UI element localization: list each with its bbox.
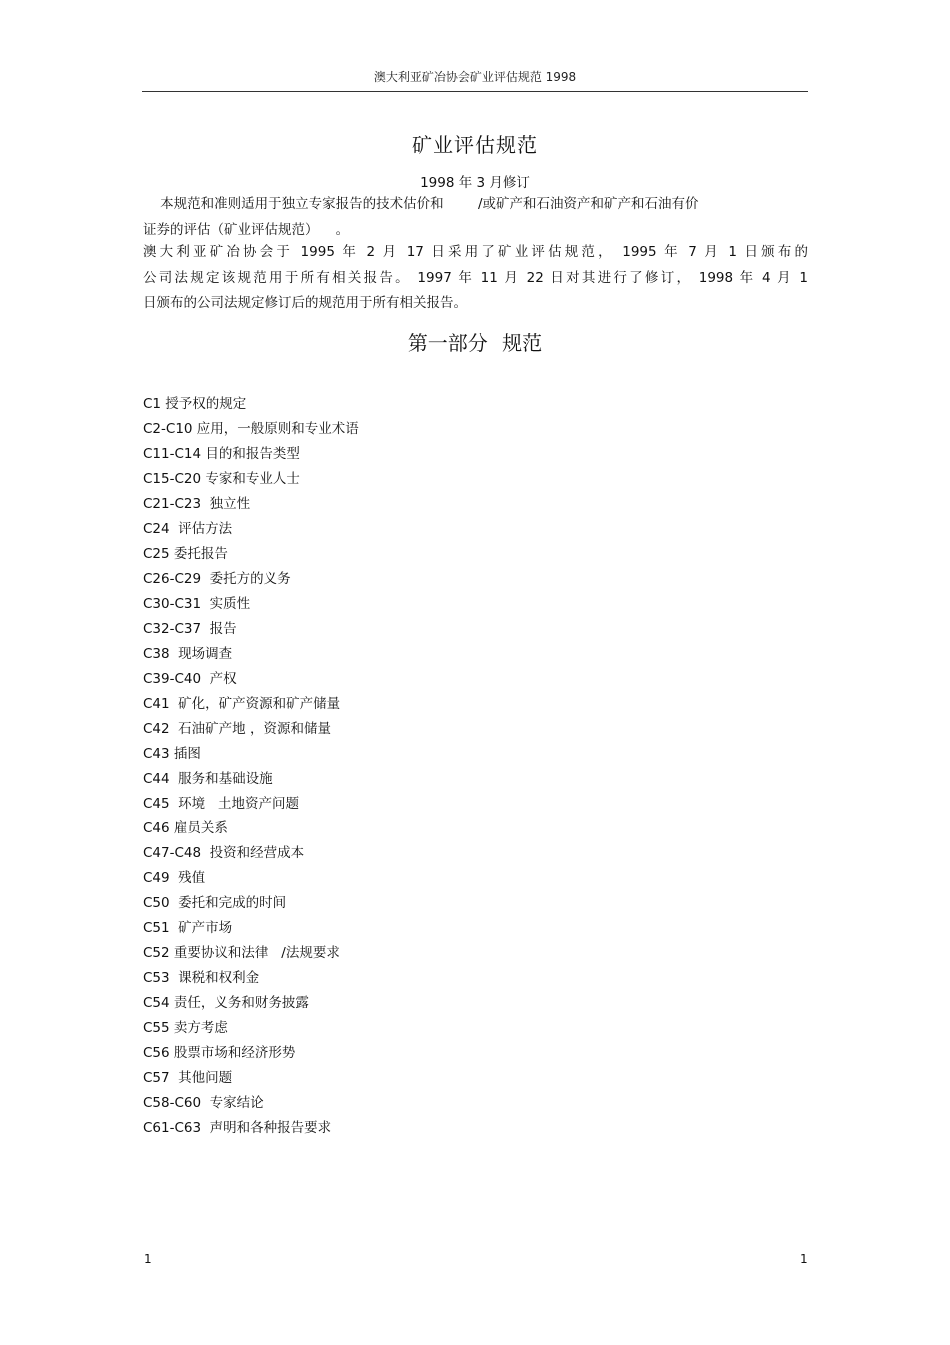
revision-date: 1998 年 3 月修订	[420, 175, 530, 191]
toc-item: C15-C20 专家和专业人士	[143, 470, 300, 487]
toc-item: C46 雇员关系	[143, 820, 228, 837]
toc-item: C30-C31 实质性	[143, 595, 251, 612]
page-number-left: 1	[144, 1252, 152, 1266]
toc-item: C11-C14 目的和报告类型	[143, 445, 300, 462]
toc-item: C55 卖方考虑	[143, 1020, 228, 1037]
part-heading: 第一部分 规范	[407, 331, 543, 355]
intro-paragraph-2-line: 澳大利亚矿冶协会于 1995 年 2 月 17 日采用了矿业评估规范， 1995 年 7 月 1 日颁布的	[143, 244, 808, 260]
header-rule	[142, 91, 808, 92]
toc-item: C38 现场调查	[143, 645, 233, 662]
intro-paragraph-1-line: 证券的评估（矿业评估规范） 。	[143, 221, 350, 238]
toc-item: C53 课税和权利金	[143, 970, 260, 987]
intro-paragraph-1	[143, 192, 808, 243]
toc-item: C61-C63 声明和各种报告要求	[143, 1120, 332, 1137]
toc-item: C50 委托和完成的时间	[143, 895, 287, 912]
toc-item: C24 评估方法	[143, 520, 233, 537]
table-of-contents	[143, 392, 543, 1141]
document-title: 矿业评估规范	[412, 133, 538, 157]
toc-item: C52 重要协议和法律 /法规要求	[143, 945, 340, 962]
toc-item: C58-C60 专家结论	[143, 1095, 264, 1112]
toc-item: C1 授予权的规定	[143, 396, 247, 412]
toc-item: C51 矿产市场	[143, 920, 233, 937]
toc-item: C54 责任，义务和财务披露	[143, 995, 309, 1012]
toc-item: C2-C10 应用，一般原则和专业术语	[143, 420, 359, 437]
toc-item: C49 残值	[143, 870, 206, 887]
intro-paragraph-2-line: 日颁布的公司法规定修订后的规范用于所有相关报告。	[143, 295, 467, 311]
toc-item: C43 插图	[143, 745, 201, 762]
intro-paragraph-2-line: 公司法规定该规范用于所有相关报告。 1997 年 11 月 22 日对其进行了修订， 1998 年 4 月 1	[143, 269, 808, 286]
toc-item: C44 服务和基础设施	[143, 770, 273, 787]
toc-item: C56 股票市场和经济形势	[143, 1045, 296, 1062]
intro-paragraph-1-line: 本规范和准则适用于独立专家报告的技术估价和 /或矿产和石油资产和矿产和石油有价	[143, 196, 699, 212]
toc-item: C45 环境 土地资产问题	[143, 795, 300, 812]
running-header: 澳大利亚矿冶协会矿业评估规范 1998	[373, 70, 577, 84]
toc-item: C26-C29 委托方的义务	[143, 570, 291, 587]
toc-item: C41 矿化，矿产资源和矿产储量	[143, 695, 341, 712]
toc-item: C47-C48 投资和经营成本	[143, 845, 305, 862]
toc-item: C21-C23 独立性	[143, 495, 251, 512]
toc-item: C25 委托报告	[143, 545, 228, 562]
toc-item: C42 石油矿产地 ，资源和储量	[143, 720, 331, 737]
intro-paragraph-2	[143, 240, 808, 317]
toc-item: C32-C37 报告	[143, 620, 237, 637]
page-number-right: 1	[800, 1252, 808, 1266]
toc-item: C39-C40 产权	[143, 670, 237, 687]
toc-item: C57 其他问题	[143, 1070, 233, 1087]
